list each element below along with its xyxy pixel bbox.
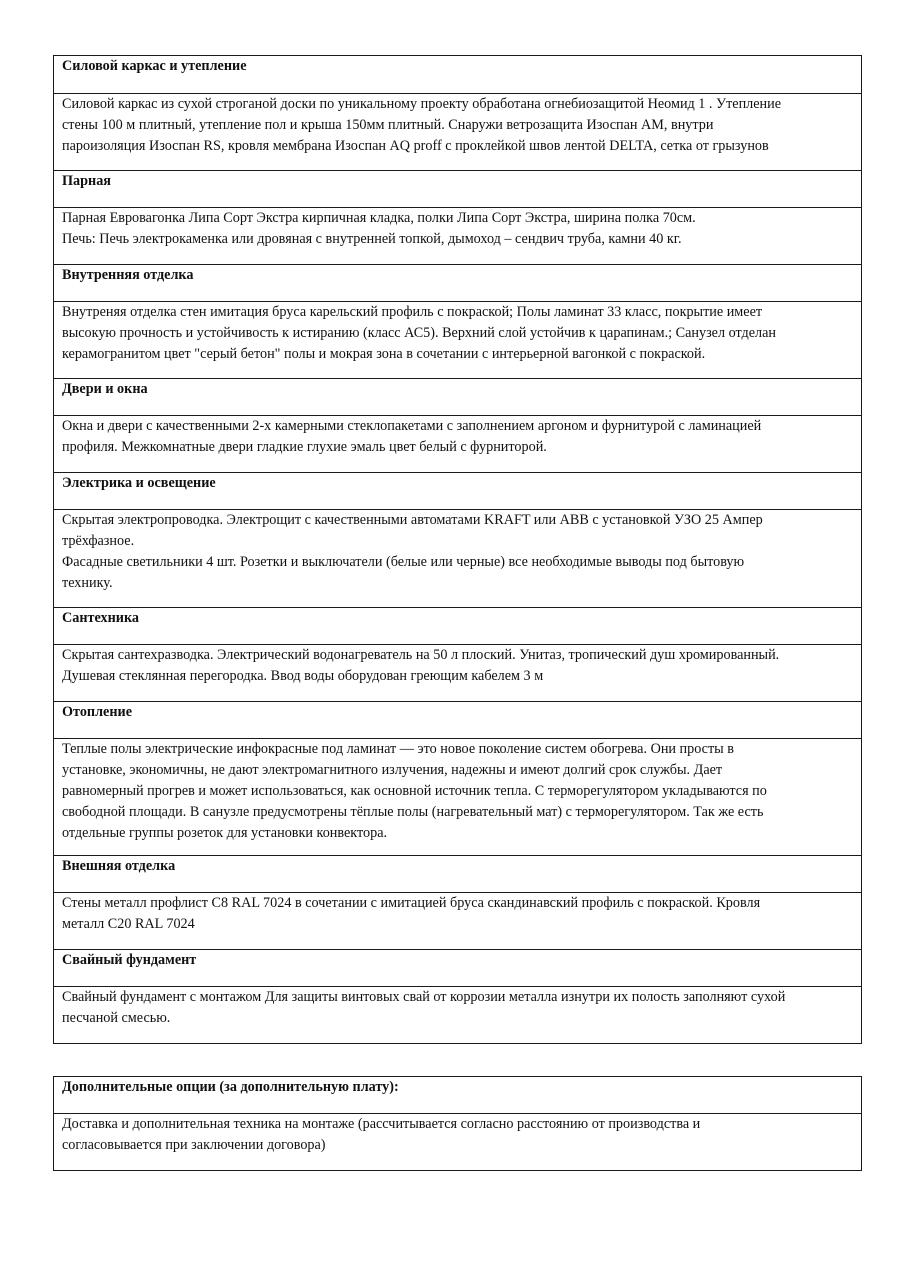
section-heading-row — [54, 473, 862, 510]
section-body-row — [54, 987, 862, 1044]
text-line: Стены металл профлист С8 RAL 7024 в сочетании с имитацией бруса скандинавский профиль с покраской. Кровля — [62, 895, 761, 911]
text-line: Парная Евровагонка Липа Сорт Экстра кирпичная кладка, полки Липа Сорт Экстра, ширина полка 70см. — [62, 210, 696, 226]
section-heading-row — [54, 1077, 862, 1114]
section-body — [54, 94, 862, 171]
section-body-row — [54, 893, 862, 950]
text-line: Внутреняя отделка стен имитация бруса карельский профиль с покраской; Полы ламинат 33 класс, покрытие имеет — [62, 304, 763, 320]
section-heading: Внутренняя отделка — [54, 265, 862, 302]
text-line: Печь: Печь электрокаменка или дровяная с внутренней топкой, дымоход – сендвич труба, камни 40 кг. — [62, 231, 682, 247]
section-body — [54, 893, 862, 950]
section-body-row — [54, 208, 862, 265]
text-line: Скрытая сантехразводка. Электрический водонагреватель на 50 л плоский. Унитаз, тропический душ хромированный. — [62, 647, 780, 663]
text-line: высокую прочность и устойчивость к истиранию (класс АС5). Верхний слой устойчив к царапинам.; Санузел отделан — [62, 325, 777, 341]
text-line: Фасадные светильники 4 шт. Розетки и выключатели (белые или черные) все необходимые выводы под бытовую — [62, 554, 745, 570]
text-line: песчаной смесью. — [62, 1010, 171, 1026]
text-line: технику. — [62, 575, 113, 591]
text-line: установке, экономичны, не дают электромагнитного излучения, надежны и имеют долгий срок службы. Дает — [62, 762, 723, 778]
text-line: отдельные группы розеток для установки конвектора. — [62, 825, 388, 841]
text-line: Свайный фундамент с монтажом Для защиты винтовых свай от коррозии металла изнутри их полость заполняют сухой — [62, 989, 786, 1005]
section-heading-row — [54, 56, 862, 94]
text-line: свободной площади. В санузле предусмотрены тёплые полы (нагревательный мат) с терморегулятором. Так же есть — [62, 804, 764, 820]
section-body — [54, 645, 862, 702]
section-heading: Электрика и освещение — [54, 473, 862, 510]
text-line: Скрытая электропроводка. Электрощит с качественными автоматами KRAFT или ABB с установкой УЗО 25 Ампер — [62, 512, 763, 528]
section-heading-row — [54, 608, 862, 645]
section-body — [54, 208, 862, 265]
text-line: стены 100 м плитный, утепление пол и крыша 150мм плитный. Снаружи ветрозащита Изоспан АМ, внутри — [62, 117, 714, 133]
section-heading: Двери и окна — [54, 379, 862, 416]
text-line: металл С20 RAL 7024 — [62, 916, 195, 932]
section-heading: Парная — [54, 171, 862, 208]
section-heading-row — [54, 379, 862, 416]
section-body — [54, 416, 862, 473]
section-heading-row — [54, 265, 862, 302]
section-heading: Дополнительные опции (за дополнительную плату): — [54, 1077, 862, 1114]
section-body-row — [54, 1114, 862, 1171]
section-heading-row — [54, 856, 862, 893]
text-line: Доставка и дополнительная техника на монтаже (рассчитывается согласно расстоянию от производства и — [62, 1116, 701, 1132]
text-line: Окна и двери с качественными 2-х камерными стеклопакетами с заполнением аргоном и фурнитурой с ламинацией — [62, 418, 762, 434]
section-body-row — [54, 94, 862, 171]
section-body — [54, 510, 862, 608]
section-heading: Сантехника — [54, 608, 862, 645]
section-body — [54, 987, 862, 1044]
text-line: Теплые полы электрические инфокрасные под ламинат — это новое поколение систем обогрева. Они просты в — [62, 741, 734, 757]
specification-table — [53, 55, 862, 1044]
section-body-row — [54, 645, 862, 702]
section-body-row — [54, 302, 862, 379]
text-line: Силовой каркас из сухой строганой доски по уникальному проекту обработана огнебиозащитой Неомид 1 . Утепление — [62, 96, 782, 112]
text-line: керамогранитом цвет "серый бетон" полы и мокрая зона в сочетании с интерьерной вагонкой с покраской. — [62, 346, 706, 362]
text-line: пароизоляция Изоспан RS, кровля мембрана Изоспан AQ proff с проклейкой швов лентой DELTA, сетка от грызунов — [62, 138, 769, 154]
section-heading: Силовой каркас и утепление — [54, 56, 862, 94]
section-heading: Внешняя отделка — [54, 856, 862, 893]
text-line: Душевая стеклянная перегородка. Ввод воды оборудован греющим кабелем 3 м — [62, 668, 544, 684]
section-heading-row — [54, 702, 862, 739]
section-heading-row — [54, 171, 862, 208]
section-body — [54, 302, 862, 379]
section-heading: Свайный фундамент — [54, 950, 862, 987]
section-heading-row — [54, 950, 862, 987]
section-body-row — [54, 416, 862, 473]
section-body — [54, 739, 862, 856]
section-heading: Отопление — [54, 702, 862, 739]
extra-options-table — [53, 1076, 862, 1171]
text-line: равномерный прогрев и может использоваться, как основной источник тепла. С терморегулятором укладываются по — [62, 783, 767, 799]
text-line: согласовывается при заключении договора) — [62, 1137, 326, 1153]
section-body-row — [54, 739, 862, 856]
section-body — [54, 1114, 862, 1171]
text-line: профиля. Межкомнатные двери гладкие глухие эмаль цвет белый с фурниторой. — [62, 439, 547, 455]
section-body-row — [54, 510, 862, 608]
text-line: трёхфазное. — [62, 533, 135, 549]
